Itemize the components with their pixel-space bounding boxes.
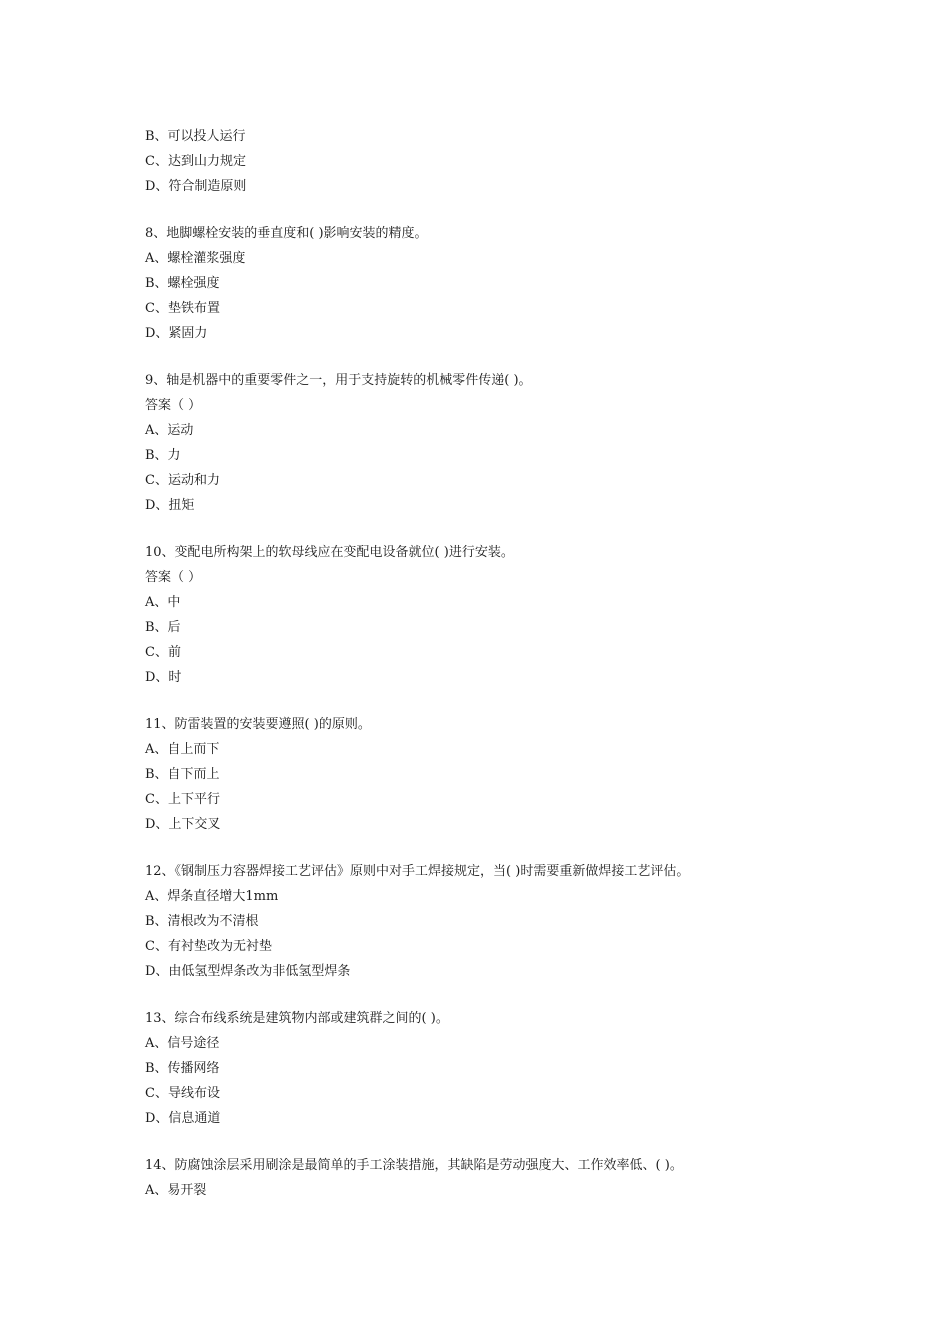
answer-option: B、清根改为不清根	[145, 914, 259, 929]
answer-option: B、力	[145, 448, 181, 463]
paragraph-gap	[145, 984, 905, 1006]
answer-option: A、中	[145, 595, 181, 610]
document-page	[145, 124, 905, 1203]
answer-option: D、符合制造原则	[145, 179, 247, 194]
answer-option: A、螺栓灌浆强度	[145, 251, 246, 266]
answer-option: C、垫铁布置	[145, 301, 220, 316]
answer-option: C、运动和力	[145, 473, 220, 488]
answer-option: A、焊条直径增大1mm	[145, 889, 279, 904]
question-text: 11、防雷装置的安装要遵照( )的原则。	[145, 717, 371, 732]
answer-option: C、达到山力规定	[145, 154, 246, 169]
answer-option: C、前	[145, 645, 181, 660]
paragraph-gap	[145, 690, 905, 712]
answer-option: D、信息通道	[145, 1111, 221, 1126]
answer-option: B、自下而上	[145, 767, 220, 782]
answer-option: B、后	[145, 620, 181, 635]
paragraph-gap	[145, 199, 905, 221]
answer-placeholder: 答案（ ）	[145, 570, 202, 585]
answer-option: A、运动	[145, 423, 194, 438]
answer-option: C、导线布设	[145, 1086, 220, 1101]
answer-option: D、时	[145, 670, 182, 685]
paragraph-gap	[145, 1131, 905, 1153]
question-text: 8、地脚螺栓安装的垂直度和( )影响安装的精度。	[145, 226, 428, 241]
answer-option: C、上下平行	[145, 792, 220, 807]
question-text: 10、变配电所构架上的软母线应在变配电设备就位( )进行安装。	[145, 545, 514, 560]
paragraph-gap	[145, 346, 905, 368]
answer-option: B、螺栓强度	[145, 276, 220, 291]
answer-option: B、可以投人运行	[145, 129, 246, 144]
question-text: 13、综合布线系统是建筑物内部或建筑群之间的( )。	[145, 1011, 449, 1026]
answer-option: A、自上而下	[145, 742, 220, 757]
answer-option: D、扭矩	[145, 498, 195, 513]
answer-option: D、由低氢型焊条改为非低氢型焊条	[145, 964, 351, 979]
answer-option: D、上下交叉	[145, 817, 221, 832]
paragraph-gap	[145, 837, 905, 859]
answer-placeholder: 答案（ ）	[145, 398, 202, 413]
answer-option: B、传播网络	[145, 1061, 220, 1076]
question-text: 12、《钢制压力容器焊接工艺评估》原则中对手工焊接规定，当( )时需要重新做焊接工艺评估。	[145, 864, 690, 879]
answer-option: A、易开裂	[145, 1183, 207, 1198]
answer-option: C、有衬垫改为无衬垫	[145, 939, 272, 954]
question-list	[145, 124, 905, 1203]
answer-option: D、紧固力	[145, 326, 208, 341]
answer-option: A、信号途径	[145, 1036, 220, 1051]
paragraph-gap	[145, 518, 905, 540]
question-text: 14、防腐蚀涂层采用刷涂是最简单的手工涂装措施，其缺陷是劳动强度大、工作效率低、( )。	[145, 1158, 683, 1173]
question-text: 9、轴是机器中的重要零件之一，用于支持旋转的机械零件传递( )。	[145, 373, 532, 388]
